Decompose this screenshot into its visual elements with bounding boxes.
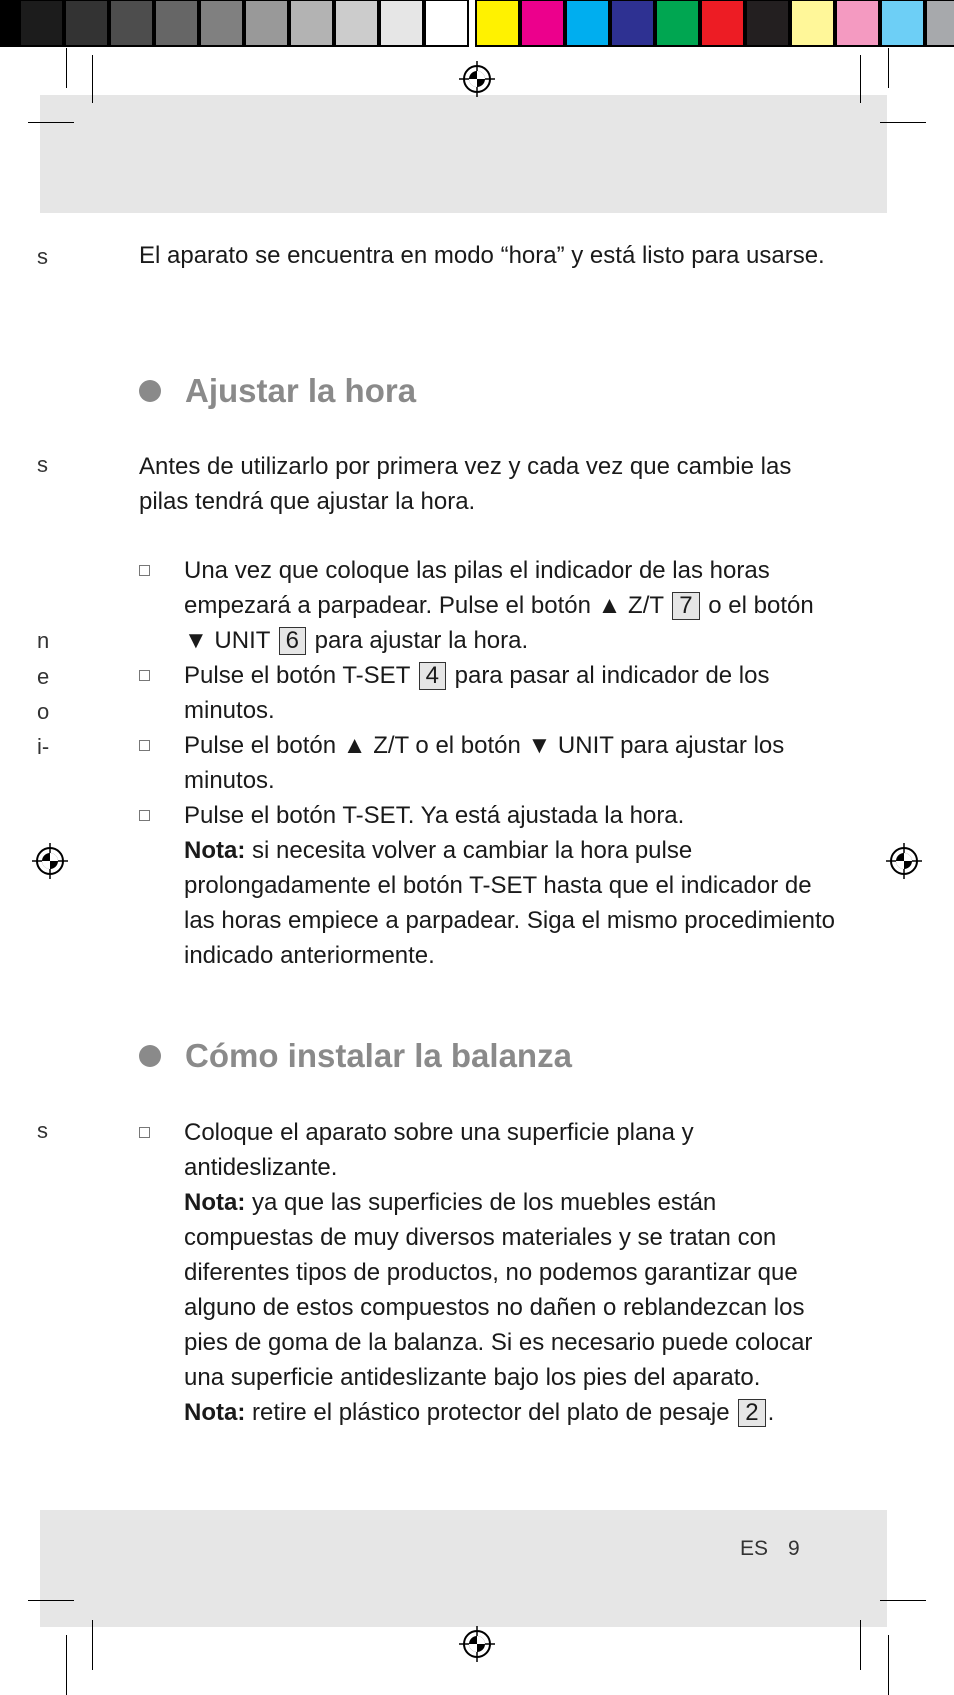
note-label: Nota: [184,1189,246,1216]
list-item-text [184,798,839,973]
page-footer [740,1537,820,1561]
color-swatch [611,0,654,46]
color-swatch [200,0,243,46]
list-item-text: Pulse el botón ▲ Z/T o el botón ▼ UNIT para ajustar los minutos. [184,732,785,794]
section-title: Cómo instalar la balanza [185,1037,572,1074]
section-heading-instalar-balanza [139,1037,572,1075]
text-fragment: o el botón ▼ UNIT [184,592,814,654]
margin-letter: s [37,244,48,269]
text-fragment: para ajustar la hora. [308,627,529,654]
heading-bullet-icon [139,1045,161,1067]
note [184,837,835,969]
color-swatch [521,0,564,46]
margin-letter: e [37,664,50,689]
header-band [40,95,887,213]
checkbox-bullet-icon [139,670,150,681]
crop-mark [28,1600,74,1601]
margin-letter: i- [37,734,50,759]
section-title: Ajustar la hora [185,372,417,409]
note-label: Nota: [184,837,246,864]
color-swatch [0,0,18,46]
crop-mark [66,48,67,88]
text-fragment: Una vez que coloque las pilas el indicador de las horas empezará a parpadear. Pulse el botón ▲ Z/T [184,557,770,619]
checkbox-bullet-icon [139,740,150,751]
item-text: Coloque el aparato sobre una superficie plana y antideslizante. [184,1119,694,1181]
margin-letter: s [37,452,48,477]
note [184,1395,839,1430]
crop-mark [860,55,861,103]
crop-mark [860,1620,861,1670]
list-item [139,798,839,973]
page-number: 9 [788,1537,800,1560]
list-item [139,658,839,728]
crop-mark [66,1635,67,1695]
color-swatch [476,0,519,46]
crop-mark [92,1620,93,1670]
color-swatch [656,0,699,46]
checkbox-bullet-icon [139,565,150,576]
color-swatch [155,0,198,46]
color-swatch [701,0,744,46]
intro-paragraph: El aparato se encuentra en modo “hora” y está listo para usarse. [139,242,825,269]
section-heading-ajustar-hora [139,372,416,410]
list-item-text [184,1115,839,1430]
color-swatch [245,0,288,46]
crop-mark [28,122,74,123]
reference-number-badge: 6 [279,627,306,655]
text-fragment: Pulse el botón T-SET [184,662,417,689]
color-swatch [335,0,378,46]
note-text: si necesita volver a cambiar la hora pulse prolongadamente el botón T-SET hasta que el indicador de las horas empiece a parpadear. Siga el mismo procedimiento indicado anteriormente. [184,837,836,969]
reference-number-badge: 7 [672,592,699,620]
color-swatch [290,0,333,46]
crop-mark [880,1600,926,1601]
footer-band [40,1510,887,1627]
color-swatch [791,0,834,46]
item-text: Pulse el botón T-SET. Ya está ajustada la hora. [184,802,685,829]
registration-mark-icon [886,843,922,879]
registration-mark-icon [32,843,68,879]
note-label: Nota: [184,1399,246,1426]
crop-mark [888,1635,889,1695]
list-item [139,728,839,798]
checkbox-bullet-icon [139,810,150,821]
registration-mark-icon [459,61,495,97]
margin-letter: o [37,699,50,724]
list-item [139,553,839,658]
color-swatch [110,0,153,46]
section1-paragraph: Antes de utilizarlo por primera vez y cada vez que cambie las pilas tendrá que ajustar la hora. [139,453,792,515]
checkbox-bullet-icon [139,1127,150,1138]
color-swatch [566,0,609,46]
color-swatch [836,0,879,46]
heading-bullet-icon [139,380,161,402]
color-swatch [881,0,924,46]
color-calibration-bar [0,0,954,48]
note-text: retire el plástico protector del plato de pesaje [245,1399,737,1426]
list-item-text [184,553,839,658]
note-text: ya que las superficies de los muebles están compuestas de muy diversos materiales y se tratan con diferentes tipos de productos, no podemos garantizar que alguno de estos compuestos no dañen o reblandezcan los pies de goma de la balanza. Si es necesario puede colocar una superficie antideslizante bajo los pies del aparato. [184,1189,813,1391]
note-end: . [767,1399,775,1426]
color-swatch [926,0,954,46]
registration-mark-icon [459,1626,495,1662]
crop-mark [880,122,926,123]
crop-mark [888,48,889,88]
color-swatch [20,0,63,46]
color-swatch [65,0,108,46]
color-swatch [425,0,468,46]
note [184,1185,839,1395]
list-item [139,1115,839,1430]
reference-number-badge: 2 [738,1399,765,1427]
margin-letter: s [37,1118,48,1143]
color-swatch [746,0,789,46]
color-swatch [380,0,423,46]
margin-letter: n [37,628,50,653]
crop-mark [92,55,93,103]
language-code: ES [740,1537,769,1560]
reference-number-badge: 4 [419,662,446,690]
list-item-text [184,658,839,728]
text-fragment: para pasar al indicador de los minutos. [184,662,770,724]
